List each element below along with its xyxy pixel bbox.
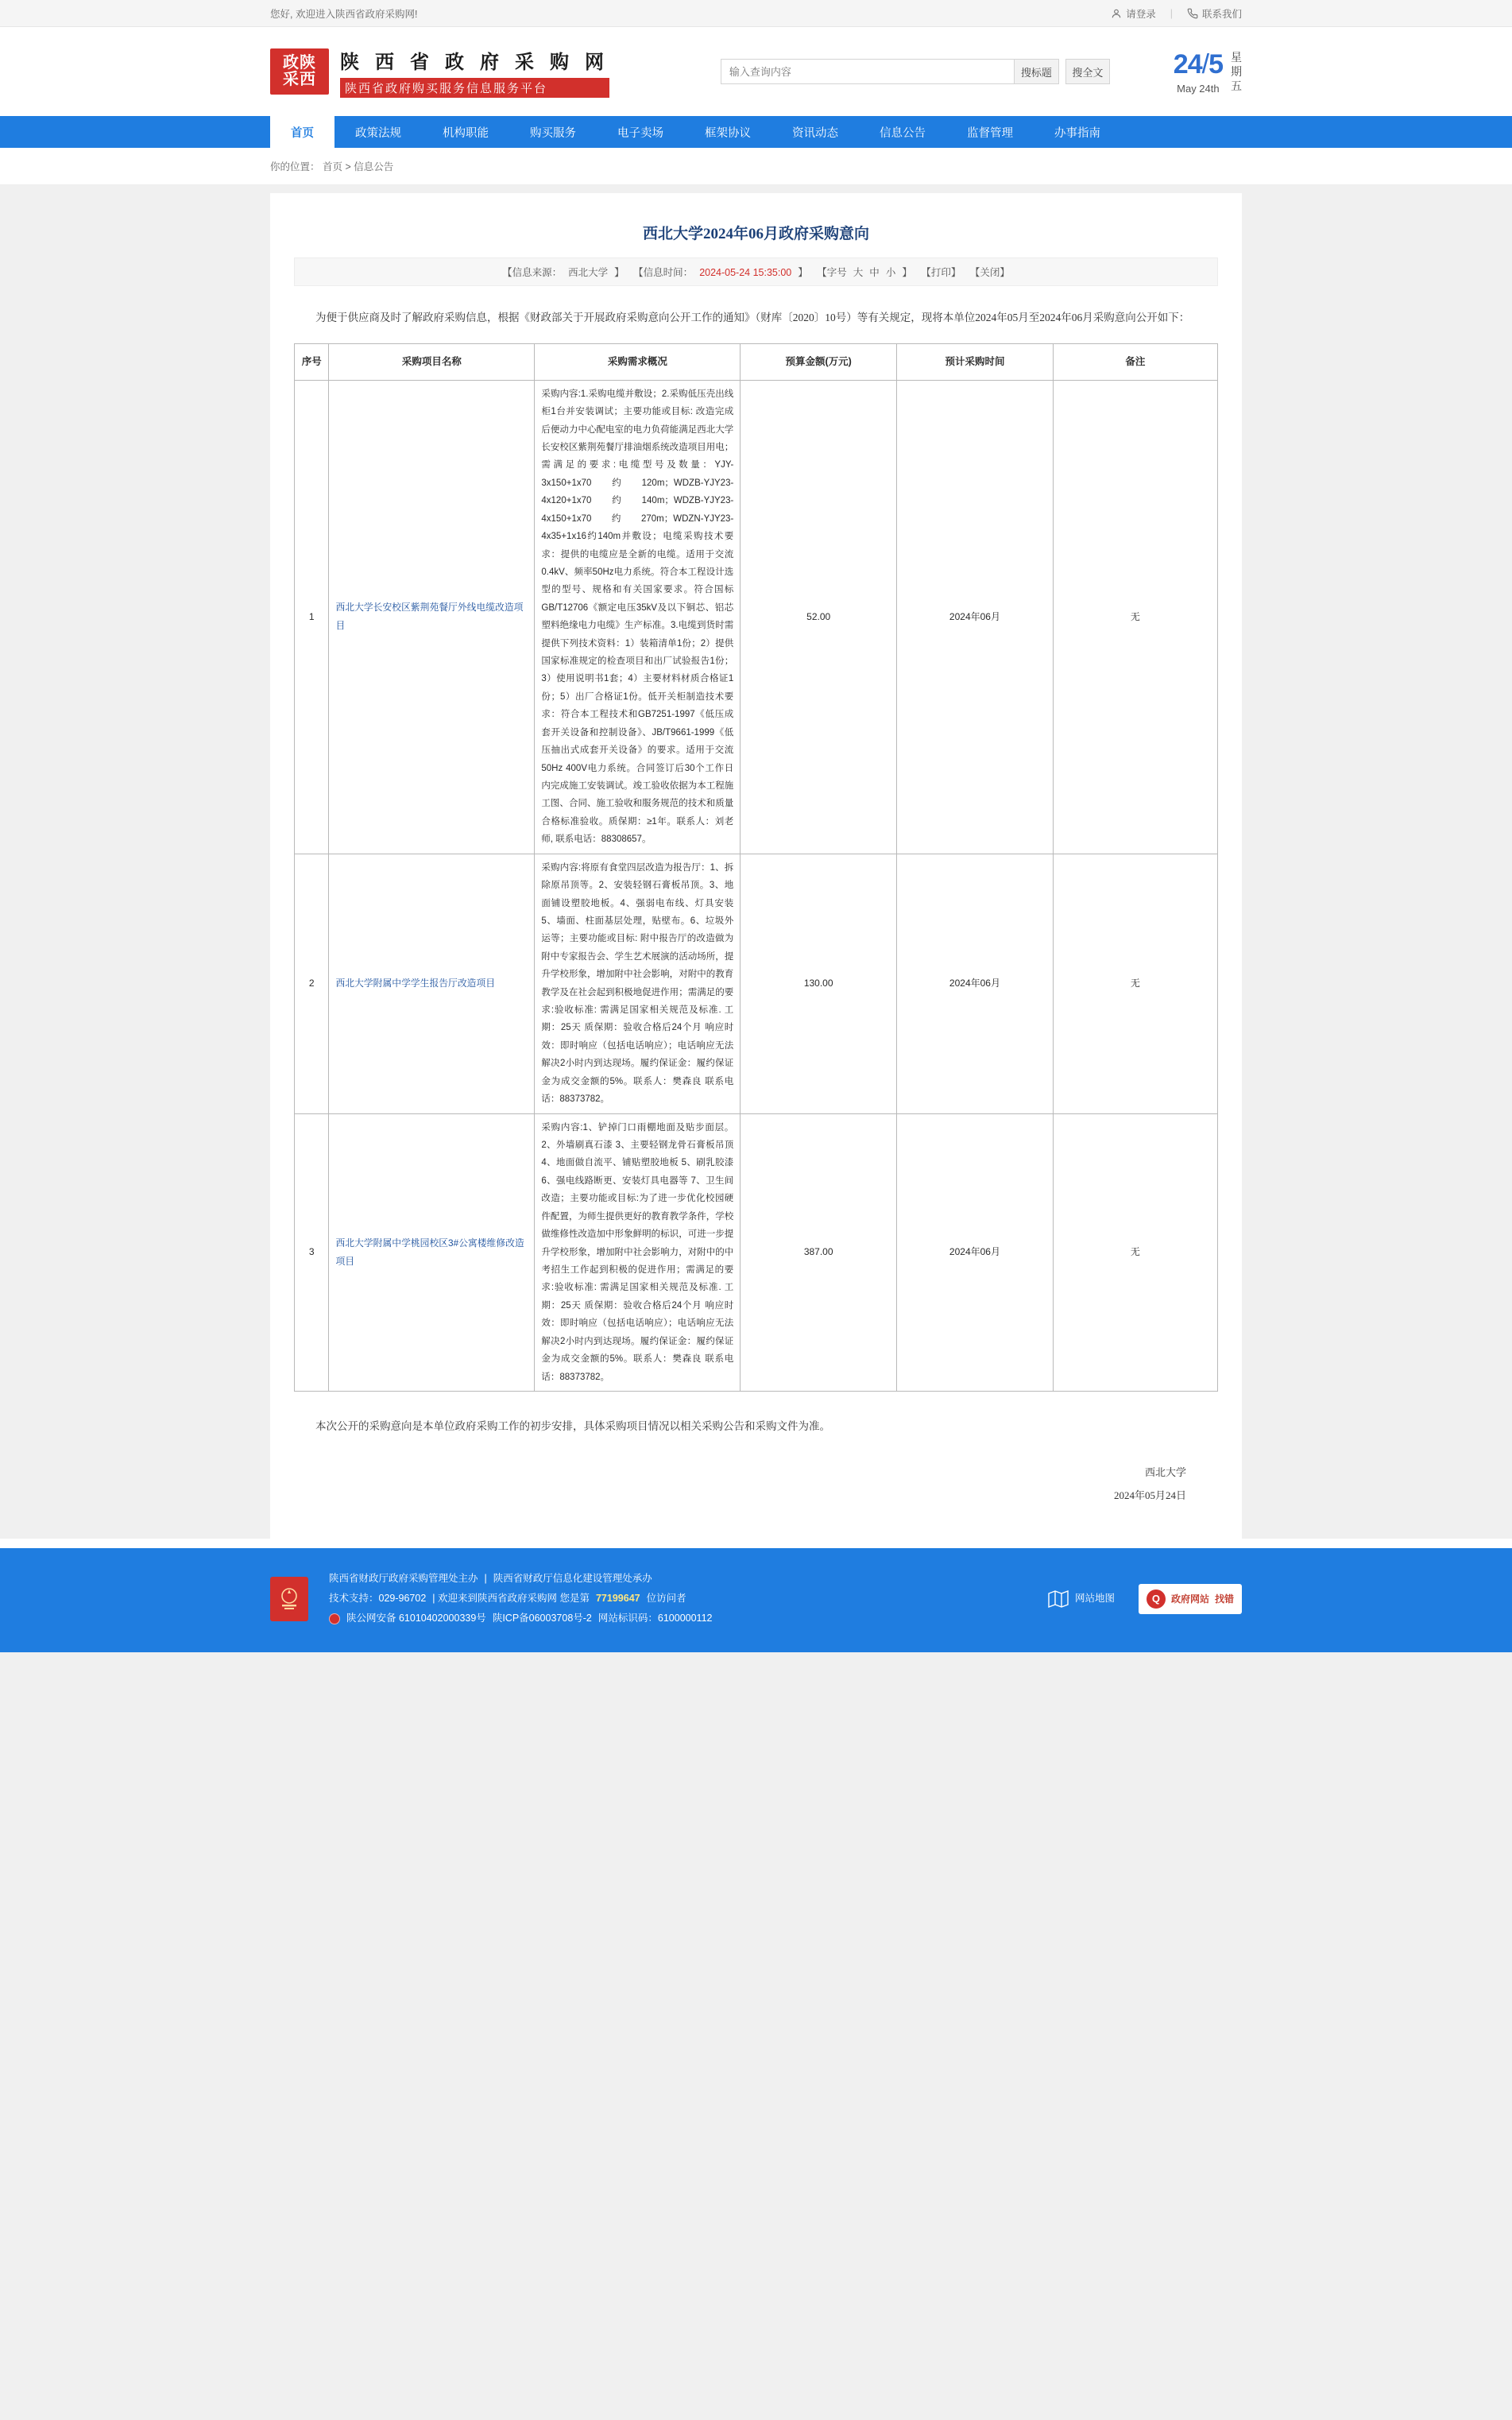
- sitemap-label: 网站地图: [1074, 1593, 1115, 1605]
- col-budget: 预算金额(万元): [741, 344, 897, 380]
- date-day-month: 24/5: [1173, 48, 1223, 79]
- table-header-row: [295, 344, 1218, 380]
- topbar-divider: |: [1170, 7, 1173, 19]
- police-badge-icon: [329, 1613, 340, 1624]
- footer-icp[interactable]: 陕ICP备06003708号-2: [492, 1613, 592, 1624]
- close-button[interactable]: 【关闭】: [969, 267, 1010, 278]
- nav-item-home[interactable]: 首页: [270, 116, 334, 148]
- contact-link[interactable]: [1187, 6, 1242, 21]
- login-link[interactable]: [1111, 6, 1156, 21]
- row-requirement: 采购内容:1.采购电缆并敷设；2.采购低压壳出线柜1台并安装调试；主要功能或目标: 改造完成后便动力中心配电室的电力负荷能满足西北大学长安校区紫荆苑餐厅排油烟系统改造项目用电；需满足的要求:电缆型号及数量：YJY-3x150+1x70约120m；WDZB-YJY23-4x120+1x70约140m；WDZB-YJY23-4x150+1x70约270m；WDZN-YJY23-4x35+1x16约140m并敷设；电缆采购技术要求：提供的电缆应是全新的电缆。适用于交流0.4kV、频率50Hz电力系统。符合本工程设计选型的型号、规格和有关国家要求。符合国标GB/T12706《额定电压35kV及以下铜芯、铝芯塑料绝缘电力电缆》生产标准。3.电缆到货时需提供下列技术资料：1）装箱清单1份；2）提供国家标准规定的检查项目和出厂试验报告1份；3）使用说明书1套；4）主要材料材质合格证1份；5）出厂合格证1份。低开关柜制造技术要求：符合本工程技术和GB7251-1997《低压成套开关设备和控制设备》、JB/T9661-1999《低压抽出式成套开关设备》的要求。适用于交流50Hz 400V电力系统。合同签订后30个工作日内完成施工安装调试。竣工验收依据为本工程施工图、合同、施工验收和服务规范的技术和质量合格标准验收。质保期：≥1年。联系人：刘老师, 联系电话：88308657。: [535, 380, 741, 854]
- search-input[interactable]: [721, 59, 1015, 84]
- gov-badge-sub: 找错: [1214, 1593, 1234, 1605]
- footer-line-3: [329, 1609, 1027, 1628]
- nav-item-announcement[interactable]: 信息公告: [880, 126, 926, 140]
- footer-sep: |: [484, 1573, 487, 1585]
- sitemap-icon: [1048, 1590, 1069, 1608]
- footer-line-1: [329, 1569, 1027, 1589]
- gov-website-error-report[interactable]: [1139, 1584, 1242, 1614]
- brand[interactable]: [270, 46, 609, 98]
- footer-visitor-label: | 欢迎来到陕西省政府采购网 您是第: [432, 1593, 590, 1605]
- font-size-large[interactable]: 大: [853, 267, 864, 278]
- nav-item-framework[interactable]: 框架协议: [705, 126, 751, 140]
- date-month: 5: [1208, 48, 1223, 79]
- site-logo: [270, 48, 329, 95]
- meta-source-label: 【信息来源：: [502, 267, 563, 278]
- date-day: 24: [1173, 48, 1202, 79]
- signature-org: 西北大学: [1144, 1466, 1186, 1479]
- row-expected-time: 2024年06月: [897, 1113, 1054, 1391]
- site-footer: [0, 1548, 1512, 1652]
- nav-item-supervision[interactable]: 监督管理: [967, 126, 1013, 140]
- content-wrapper: [0, 185, 1512, 1539]
- search-title-button[interactable]: 搜标题: [1015, 59, 1059, 84]
- breadcrumb-home[interactable]: 首页: [323, 161, 343, 172]
- nav-item-functions[interactable]: 机构职能: [443, 126, 489, 140]
- print-button[interactable]: 【打印】: [921, 267, 961, 278]
- meta-font-end: 】: [902, 267, 912, 278]
- row-note: 无: [1053, 380, 1217, 854]
- row-budget: 52.00: [741, 380, 897, 854]
- intro-paragraph: 为便于供应商及时了解政府采购信息，根据《财政部关于开展政府采购意向公开工作的通知》（财库〔2020〕10号）等有关规定，现将本单位2024年05月至2024年06月采购意向公开如下：: [315, 312, 1190, 323]
- login-label: 请登录: [1126, 8, 1156, 20]
- footer-visitor-suffix: 位访问者: [646, 1593, 686, 1605]
- national-emblem-icon: [270, 1577, 308, 1621]
- col-project-name: 采购项目名称: [329, 344, 535, 380]
- main-nav: [0, 116, 1512, 148]
- row-project-name: 西北大学附属中学桃园校区3#公寓楼维修改造项目: [329, 1113, 535, 1391]
- breadcrumb-separator: >: [345, 161, 351, 172]
- row-note: 无: [1053, 1113, 1217, 1391]
- welcome-text: 您好, 欢迎进入陕西省政府采购网!: [270, 8, 418, 20]
- footer-visitor-count: 77199647: [595, 1593, 640, 1605]
- document-meta: [294, 257, 1218, 286]
- date-english: May 24th: [1177, 82, 1220, 95]
- user-icon: [1111, 8, 1122, 19]
- nav-item-emarket[interactable]: 电子卖场: [617, 126, 663, 140]
- breadcrumb: [0, 148, 1512, 185]
- week-line-2: 期: [1230, 64, 1242, 78]
- row-project-name: 西北大学附属中学学生报告厅改造项目: [329, 854, 535, 1113]
- col-expected-time: 预计采购时间: [897, 344, 1054, 380]
- footer-police-record[interactable]: 陕公网安备 61010402000339号: [346, 1613, 486, 1624]
- logo-line-2: 采西: [283, 71, 316, 88]
- week-line-3: 五: [1230, 79, 1242, 93]
- font-size-medium[interactable]: 中: [869, 267, 880, 278]
- sitemap-link[interactable]: [1048, 1589, 1115, 1609]
- breadcrumb-current[interactable]: 信息公告: [354, 161, 394, 172]
- nav-item-policy[interactable]: 政策法规: [355, 126, 401, 140]
- breadcrumb-prefix: 你的位置：: [270, 161, 320, 172]
- row-requirement: 采购内容:1、铲掉门口雨棚地面及贴步面层。2、外墙刷真石漆 3、主要轻钢龙骨石膏板吊顶 4、地面做自流平、铺贴塑胶地板 5、刷乳胶漆 6、强电线路断更、安装灯具电器等 7、卫生间改造；主要功能或目标:为了进一步优化校园硬件配置，为师生提供更好的教育教学条件，学校做维修性改造加中形象鲜明的标识，可进一步提升学校形象，增加附中社会影响力，对附中的中考招生工作起到积极的促进作用；需满足的要求:验收标准: 需满足国家相关规范及标准. 工期：25天 质保期：验收合格后24个月 响应时效：即时响应（包括电话响应）；电话响应无法解决2小时内到达现场。履约保证金：履约保证金为成交金额的5%。联系人：樊森良 联系电话：88373782。: [535, 1113, 741, 1391]
- footer-line-2: [329, 1589, 1027, 1609]
- closing-paragraph: 本次公开的采购意向是本单位政府采购工作的初步安排，具体采购项目情况以相关采购公告和采购文件为准。: [315, 1419, 830, 1432]
- nav-item-news[interactable]: 资讯动态: [792, 126, 838, 140]
- row-note: 无: [1053, 854, 1217, 1113]
- row-index: 1: [295, 380, 329, 854]
- top-bar: [0, 0, 1512, 27]
- document-body: [270, 193, 1242, 1539]
- table-row: [295, 380, 1218, 854]
- row-budget: 387.00: [741, 1113, 897, 1391]
- row-requirement: 采购内容:将原有食堂四层改造为报告厅：1、拆除原吊顶等。2、安装轻钢石膏板吊顶。3、地面铺设塑胶地板。4、强弱电布线、灯具安装 5、墙面、柱面基层处理，贴壁布。6、垃圾外运等；主要功能或目标: 附中报告厅的改造做为附中专家报告会、学生艺术展演的活动场所，提升学校形象，增加附中社会影响，对附中的教育教学及在社会起到积极地促进作用；需满足的要求:验收标准: 需满足国家相关规范及标准. 工期：25天 质保期：验收合格后24个月 响应时效：即时响应（包括电话响应）；电话响应无法解决2小时内到达现场。履约保证金：履约保证金为成交金额的5%。联系人：樊森良 联系电话：88373782。: [535, 854, 741, 1113]
- footer-org-b: 陕西省财政厅信息化建设管理处承办: [493, 1573, 652, 1585]
- phone-icon: [1187, 8, 1198, 19]
- table-row: [295, 854, 1218, 1113]
- meta-time-label: 【信息时间：: [633, 267, 694, 278]
- nav-item-purchase-service[interactable]: 购买服务: [530, 126, 576, 140]
- nav-item-guide[interactable]: 办事指南: [1054, 126, 1100, 140]
- meta-time-value: 2024-05-24 15:35:00: [699, 267, 792, 278]
- signature-block: [294, 1462, 1218, 1507]
- meta-font-label: 【字号: [817, 267, 847, 278]
- gov-badge-main: 政府网站: [1170, 1593, 1209, 1605]
- meta-source-end: 】: [614, 267, 625, 278]
- search-fulltext-button[interactable]: 搜全文: [1065, 59, 1110, 84]
- row-index: 3: [295, 1113, 329, 1391]
- site-header: [0, 27, 1512, 116]
- weekday: [1231, 50, 1242, 94]
- site-title: 陕 西 省 政 府 采 购 网: [340, 52, 609, 73]
- meta-source-value: 西北大学: [568, 267, 609, 278]
- row-index: 2: [295, 854, 329, 1113]
- logo-line-1: 政陕: [283, 54, 316, 72]
- footer-org-a: 陕西省财政厅政府采购管理处主办: [329, 1573, 478, 1585]
- col-note: 备注: [1053, 344, 1217, 380]
- footer-support: 技术支持：029-96702: [329, 1593, 427, 1605]
- page-title: 西北大学2024年06月政府采购意向: [642, 226, 869, 242]
- row-expected-time: 2024年06月: [897, 380, 1054, 854]
- site-subtitle: 陕西省政府购买服务信息服务平台: [340, 78, 609, 98]
- col-requirement: 采购需求概况: [535, 344, 741, 380]
- signature-date: 2024年05月24日: [1113, 1489, 1186, 1501]
- font-size-small[interactable]: 小: [885, 267, 896, 278]
- contact-label: 联系我们: [1201, 8, 1242, 20]
- row-project-name: 西北大学长安校区紫荆苑餐厅外线电缆改造项目: [329, 380, 535, 854]
- procurement-table: [294, 343, 1218, 1392]
- meta-time-end: 】: [798, 267, 808, 278]
- search-area: [721, 59, 1110, 84]
- table-row: [295, 1113, 1218, 1391]
- magnifier-icon: Q: [1147, 1589, 1166, 1609]
- date-widget: [1174, 49, 1242, 95]
- footer-site-code: 网站标识码：6100000112: [597, 1613, 713, 1624]
- row-expected-time: 2024年06月: [897, 854, 1054, 1113]
- row-budget: 130.00: [741, 854, 897, 1113]
- week-line-1: 星: [1230, 50, 1242, 64]
- col-index: 序号: [295, 344, 329, 380]
